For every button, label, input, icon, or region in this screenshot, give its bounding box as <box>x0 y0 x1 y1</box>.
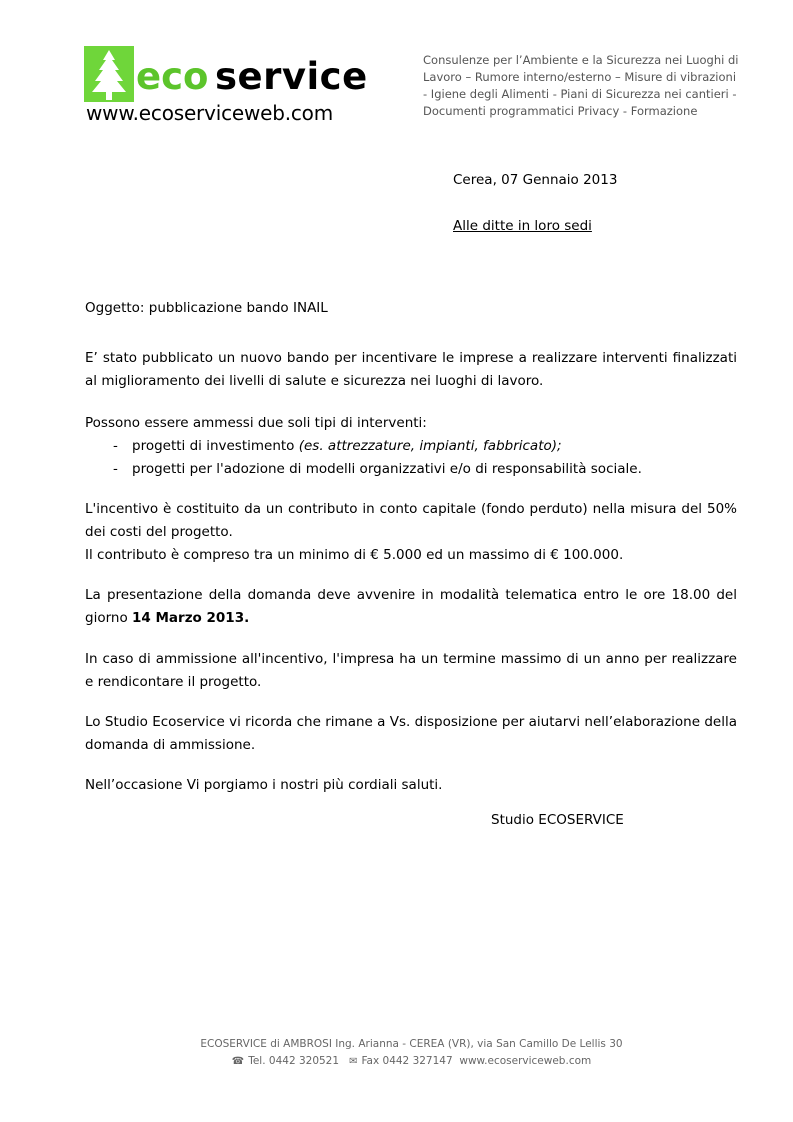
incentive-paragraph <box>85 498 737 567</box>
intro-paragraph: E’ stato pubblicato un nuovo bando per incentivare le imprese a realizzare interventi finalizzati al miglioramento dei livelli di salute e sicurezza nei luoghi di lavoro. <box>85 350 737 389</box>
phone-icon: ☎ <box>231 1056 245 1067</box>
fax-icon: ✉ <box>349 1056 358 1067</box>
deadline-date: 14 Marzo 2013. <box>132 610 250 626</box>
letter-date: Cerea, 07 Gennaio 2013 <box>453 172 618 188</box>
logo-service-text: service <box>215 55 368 98</box>
studio-offer-paragraph: Lo Studio Ecoservice vi ricorda che rimane a Vs. disposizione per aiutarvi nell’elaborazione della domanda di ammissione. <box>85 714 737 753</box>
company-logo <box>84 46 374 128</box>
tree-icon <box>84 46 134 102</box>
footer-website: www.ecoserviceweb.com <box>459 1055 592 1067</box>
footer <box>0 1036 793 1070</box>
letter-recipient: Alle ditte in loro sedi <box>453 218 592 234</box>
closing-line: Nell’occasione Vi porgiamo i nostri più cordiali saluti. <box>85 777 443 793</box>
list-item: - progetti di investimento (es. attrezzature, impianti, fabbricato); <box>113 438 562 454</box>
logo-eco-text: eco <box>136 55 209 98</box>
types-list <box>85 435 737 481</box>
item1-text: progetti di investimento <box>132 438 299 454</box>
company-tagline: Consulenze per l’Ambiente e la Sicurezza nei Luoghi di Lavoro – Rumore interno/esterno – Misure di vibrazioni - Igiene degli Alimenti - Piani di Sicurezza nei cantieri - Documenti programmatici Privacy - Formazione <box>423 53 739 118</box>
admission-paragraph: In caso di ammissione all'incentivo, l'impresa ha un termine massimo di un anno per realizzare e rendicontare il progetto. <box>85 651 737 690</box>
letter-subject: Oggetto: pubblicazione bando INAIL <box>85 300 328 316</box>
item2-text: progetti per l'adozione di modelli organizzativi e/o di responsabilità sociale. <box>132 461 642 477</box>
deadline-text: La presentazione della domanda deve avvenire in modalità telematica entro le ore 18.00 del giorno <box>85 587 737 626</box>
intervention-types <box>85 412 737 481</box>
logo-website: www.ecoserviceweb.com <box>86 101 334 125</box>
incentive-line1: L'incentivo è costituito da un contributo in conto capitale (fondo perduto) nella misura del 50% dei costi del progetto. <box>85 501 737 540</box>
deadline-paragraph <box>85 584 737 630</box>
signature: Studio ECOSERVICE <box>491 812 624 828</box>
footer-contacts <box>0 1053 793 1070</box>
types-intro: Possono essere ammessi due soli tipi di interventi: <box>85 415 427 431</box>
footer-fax: Fax 0442 327147 <box>361 1055 453 1067</box>
item1-italic: (es. attrezzature, impianti, fabbricato); <box>298 438 562 454</box>
list-item: - progetti per l'adozione di modelli organizzativi e/o di responsabilità sociale. <box>113 461 642 477</box>
incentive-line2: Il contributo è compreso tra un minimo di € 5.000 ed un massimo di € 100.000. <box>85 547 624 563</box>
footer-address: ECOSERVICE di AMBROSI Ing. Arianna - CEREA (VR), via San Camillo De Lellis 30 <box>200 1038 623 1050</box>
footer-phone: Tel. 0442 320521 <box>248 1055 340 1067</box>
